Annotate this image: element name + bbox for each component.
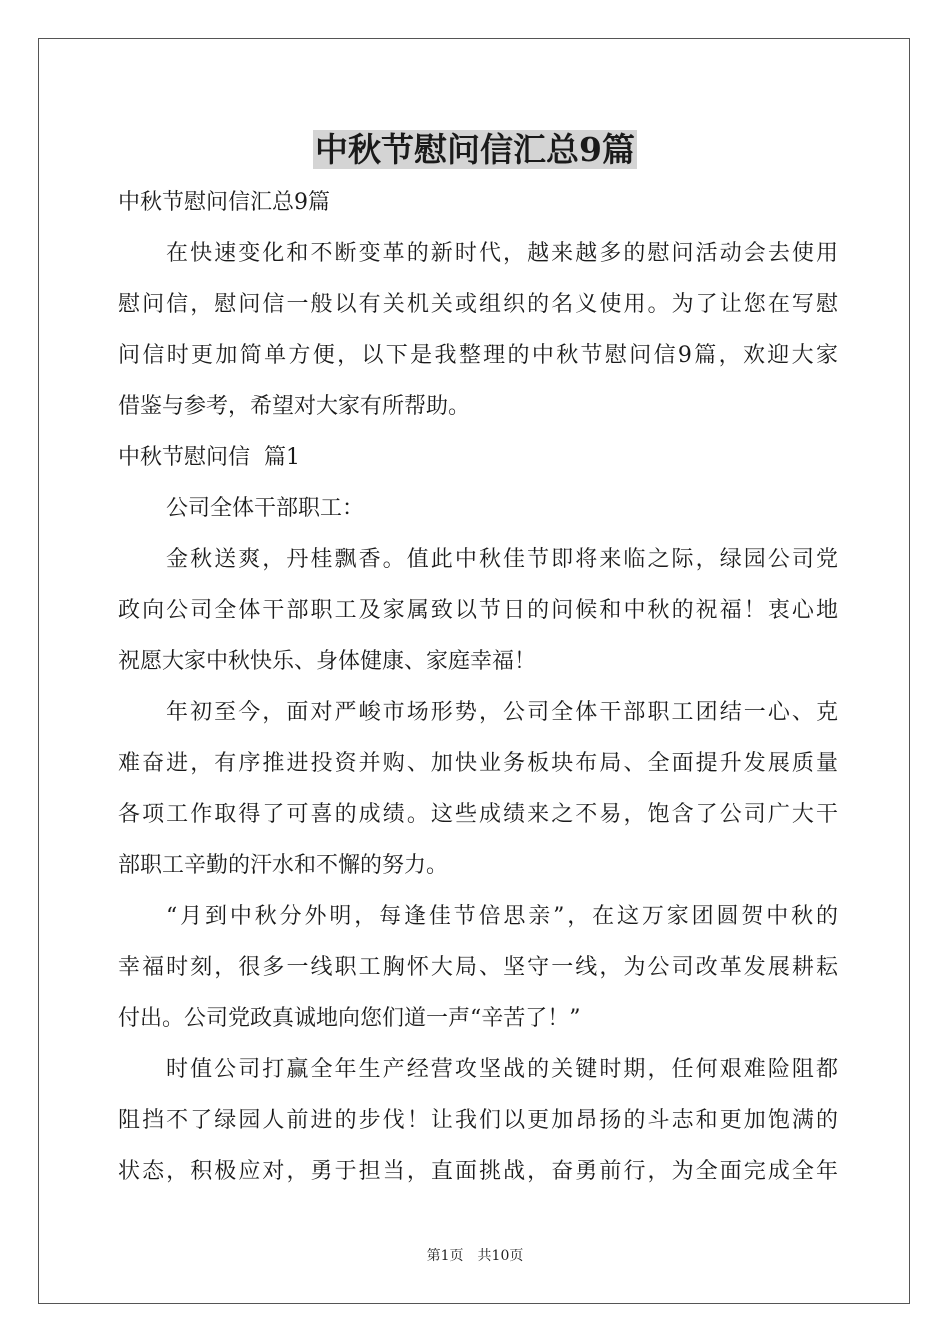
text-line: 祝愿大家中秋快乐、身体健康、家庭幸福！ (118, 649, 537, 674)
section-heading: 中秋节慰问信 篇1 (118, 445, 300, 470)
letter-paragraph-2 (118, 687, 838, 891)
document-title (0, 126, 950, 174)
text-line: 政向公司全体干部职工及家属致以节日的问候和中秋的祝福！衷心地 (118, 598, 838, 623)
text-line: 各项工作取得了可喜的成绩。这些成绩来之不易，饱含了公司广大干 (118, 802, 838, 827)
text-line: 慰问信，慰问信一般以有关机关或组织的名义使用。为了让您在写慰 (118, 292, 838, 317)
document-body (118, 177, 838, 1197)
document-title-text: 中秋节慰问信汇总9篇 (315, 130, 635, 169)
document-subtitle: 中秋节慰问信汇总9篇 (118, 190, 330, 215)
letter-salutation: 公司全体干部职工： (166, 496, 365, 521)
text-line: 付出。公司党政真诚地向您们道一声“辛苦了！” (118, 1006, 581, 1031)
letter-paragraph-4 (118, 1044, 838, 1197)
text-line: 借鉴与参考，希望对大家有所帮助。 (118, 394, 471, 419)
text-line: 阻挡不了绿园人前进的步伐！让我们以更加昂扬的斗志和更加饱满的 (118, 1108, 838, 1133)
text-line: 年初至今，面对严峻市场形势，公司全体干部职工团结一心、克 (166, 700, 838, 725)
intro-paragraph (118, 228, 838, 432)
letter-paragraph-1 (118, 534, 838, 687)
text-line: 问信时更加简单方便，以下是我整理的中秋节慰问信9篇，欢迎大家 (118, 343, 838, 368)
text-line: 时值公司打赢全年生产经营攻坚战的关键时期，任何艰难险阻都 (166, 1057, 838, 1082)
text-line: 状态，积极应对，勇于担当，直面挑战，奋勇前行，为全面完成全年 (118, 1159, 838, 1184)
page-number-current: 第1页 (426, 1248, 464, 1264)
text-line: 部职工辛勤的汗水和不懈的努力。 (118, 853, 449, 878)
letter-paragraph-3 (118, 891, 838, 1044)
text-line: 金秋送爽，丹桂飘香。值此中秋佳节即将来临之际，绿园公司党 (166, 547, 838, 572)
text-line: 难奋进，有序推进投资并购、加快业务板块布局、全面提升发展质量 (118, 751, 838, 776)
text-line: 在快速变化和不断变革的新时代，越来越多的慰问活动会去使用 (166, 241, 838, 266)
text-line: “月到中秋分外明，每逢佳节倍思亲”，在这万家团圆贺中秋的 (166, 904, 838, 929)
text-line: 幸福时刻，很多一线职工胸怀大局、坚守一线，为公司改革发展耕耘 (118, 955, 838, 980)
page-number-total: 共10页 (477, 1248, 524, 1264)
page-footer (0, 1246, 950, 1266)
